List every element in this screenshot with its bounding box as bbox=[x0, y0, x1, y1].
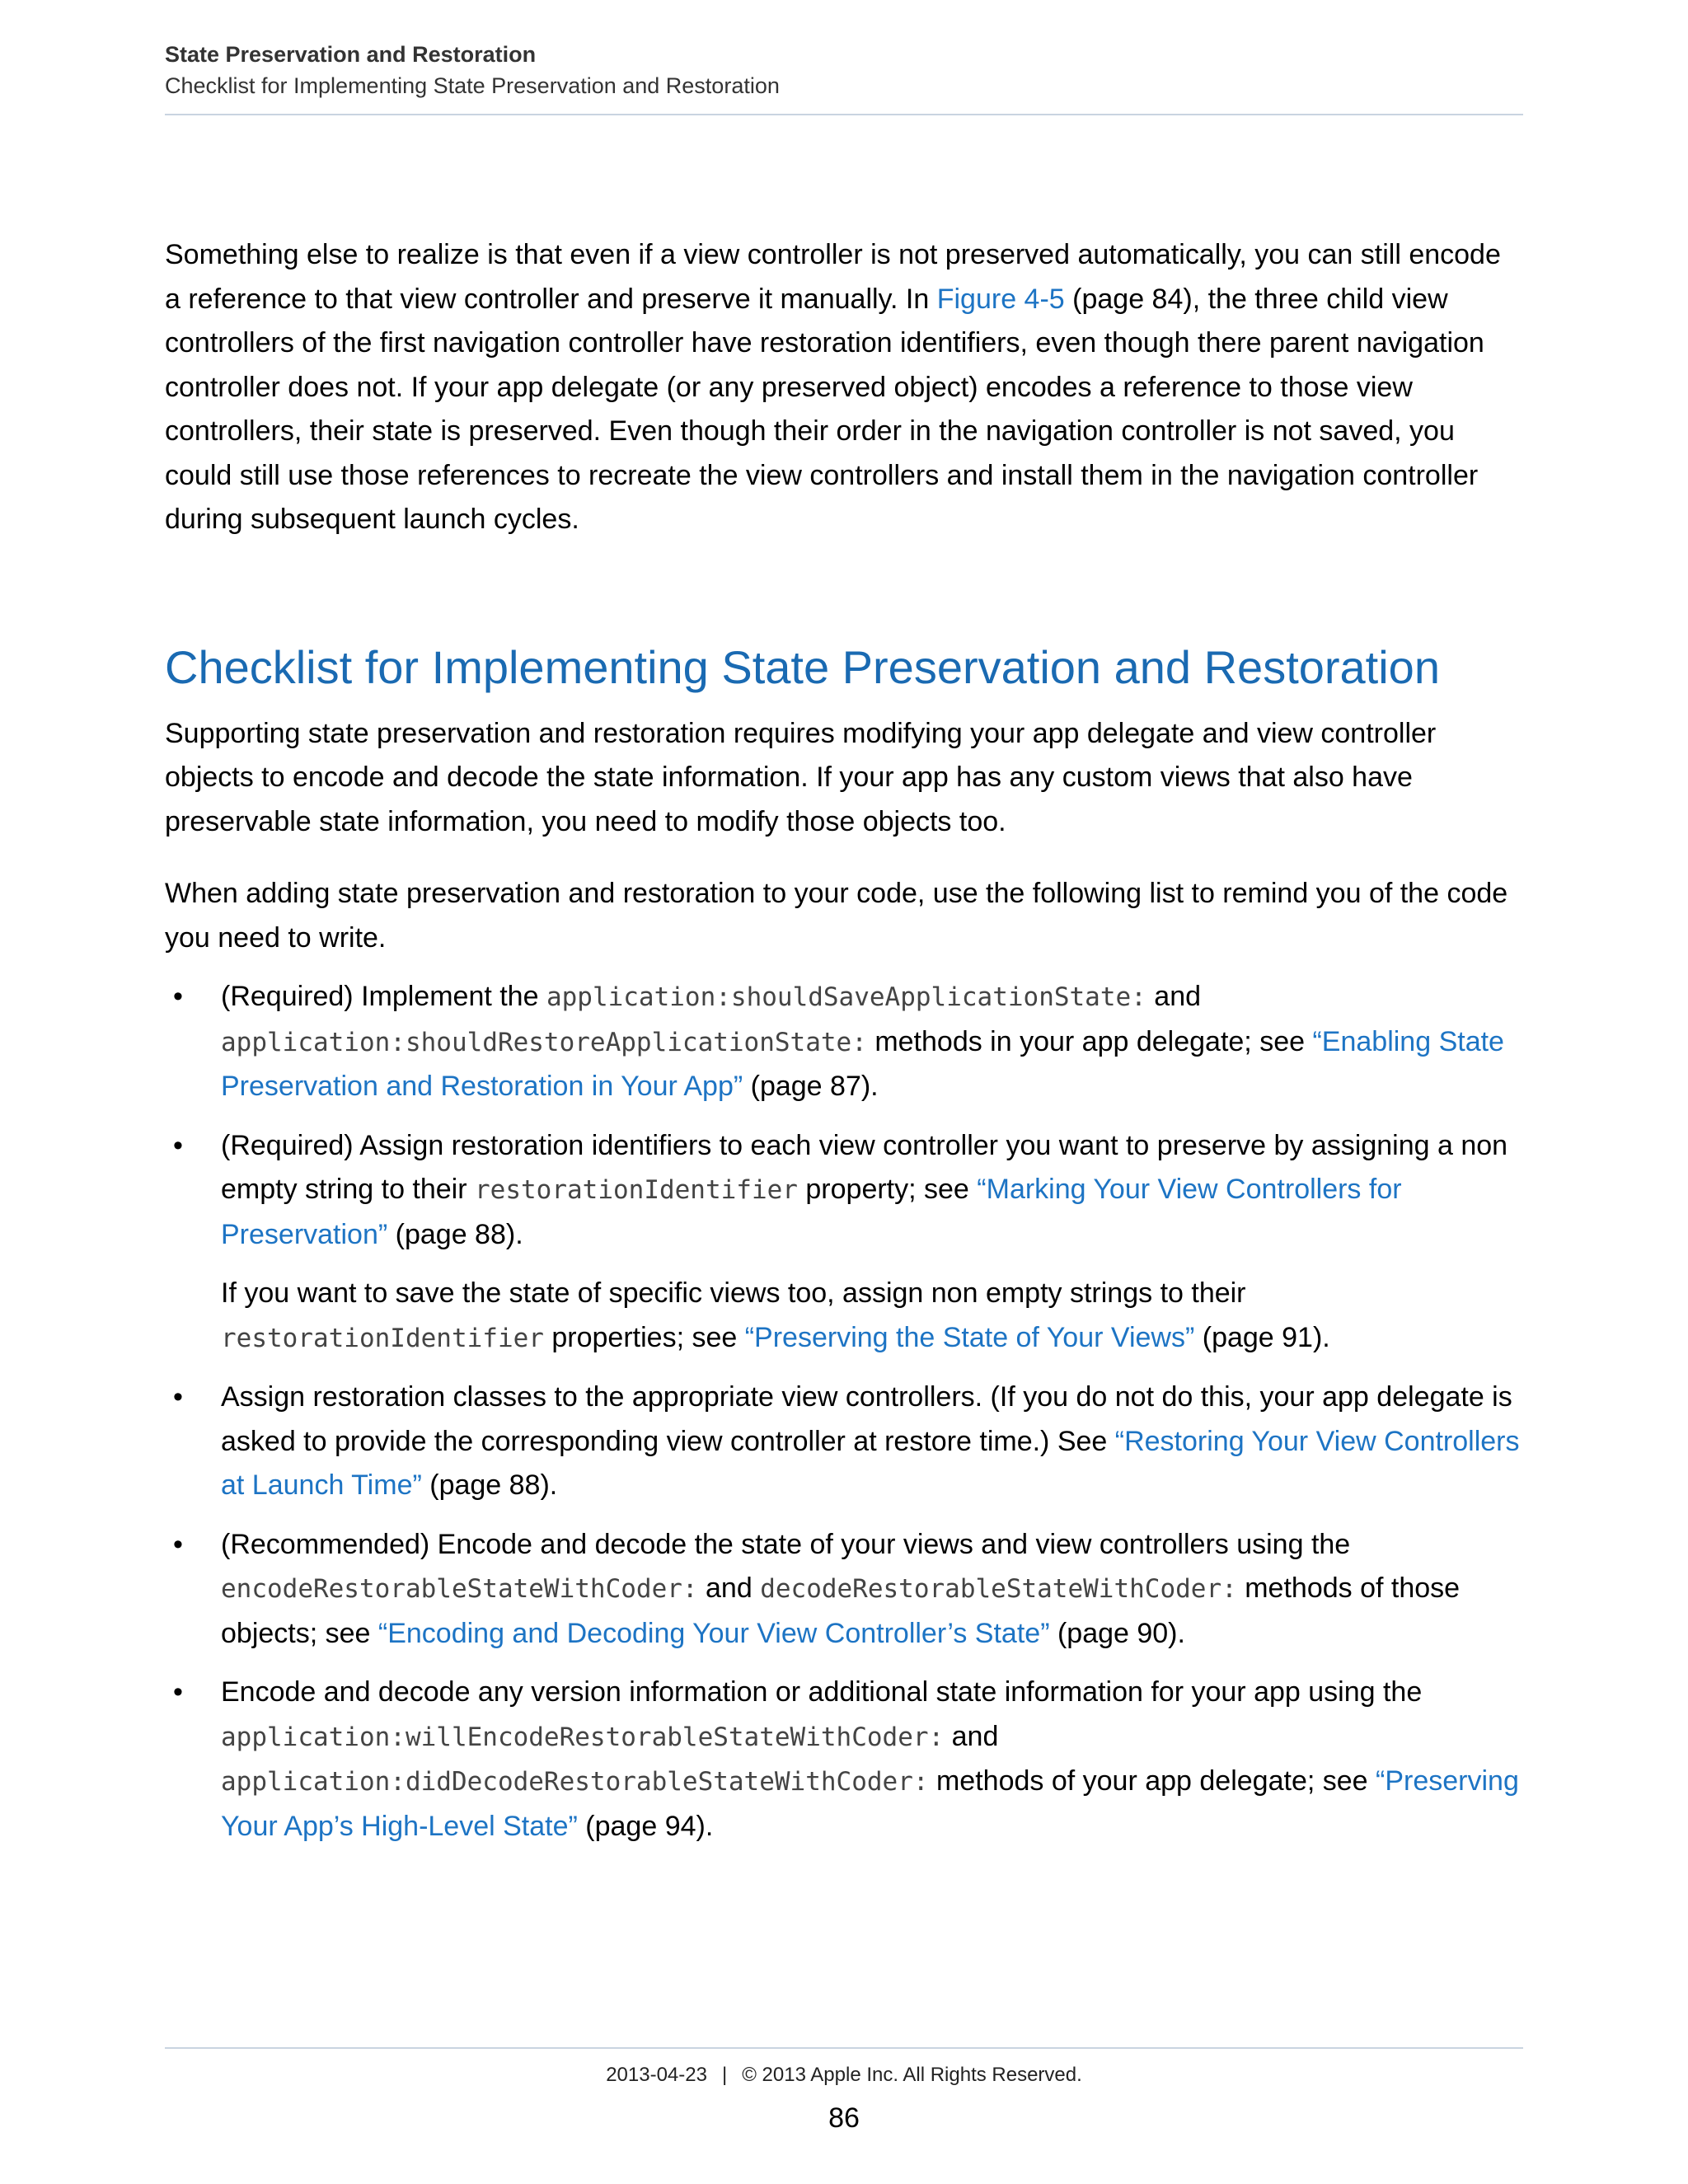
header-divider bbox=[165, 114, 1523, 115]
section-heading: Checklist for Implementing State Preservation and Restoration bbox=[165, 640, 1440, 693]
code-symbol: encodeRestorableStateWithCoder: bbox=[221, 1574, 698, 1604]
item-text: Assign restoration classes to the appropriate view controllers. (If you do not do this, your app delegate is asked to provide the corresponding view controller at restore time.) See bbox=[221, 1381, 1512, 1457]
page-footer bbox=[165, 2060, 1523, 2090]
list-item-text bbox=[221, 1671, 1523, 1849]
item-text: If you want to save the state of specific views too, assign non empty strings to their bbox=[221, 1277, 1246, 1309]
list-item-subparagraph bbox=[221, 1272, 1523, 1361]
intro-text-2: (page 84), the three child view controllers of the first navigation controller have restoration identifiers, even though there parent navigation controller does not. If your app delegate (or any preserved object) encodes a reference to those view controllers, their state is preserved. Even though their order in the navigation controller is not saved, you could still use those references to recreate the view controllers and install them in the navigation controller during subsequent launch cycles. bbox=[165, 283, 1484, 535]
bullet-marker: • bbox=[173, 1676, 183, 1708]
item-text: (page 88). bbox=[387, 1218, 523, 1250]
list-item bbox=[165, 1376, 1523, 1508]
item-text: (Required) Implement the bbox=[221, 981, 546, 1012]
code-symbol: application:shouldRestoreApplicationState: bbox=[221, 1027, 867, 1057]
bullet-marker: • bbox=[173, 1129, 183, 1161]
list-item-text bbox=[221, 1523, 1523, 1657]
item-text: (Recommended) Encode and decode the state of your views and view controllers using the bbox=[221, 1528, 1351, 1560]
checklist bbox=[165, 975, 1523, 1849]
item-text: (page 91). bbox=[1194, 1321, 1330, 1353]
header-chapter-title: State Preservation and Restoration bbox=[165, 42, 537, 67]
item-text: (Required) Assign restoration identifiers to each view controller you want to preserve by assigning a non empty string to their bbox=[221, 1129, 1508, 1205]
code-symbol: restorationIdentifier bbox=[221, 1323, 544, 1353]
item-text: methods of your app delegate; see bbox=[928, 1765, 1376, 1797]
item-text: (page 94). bbox=[577, 1810, 714, 1842]
footer-date: 2013-04-23 bbox=[606, 2064, 707, 2086]
marking-view-controllers-link[interactable]: “Marking Your View Controllers for Preservation” bbox=[221, 1174, 1402, 1250]
item-text: properties; see bbox=[543, 1321, 745, 1353]
encoding-decoding-state-link[interactable]: “Encoding and Decoding Your View Controller’s State” bbox=[377, 1617, 1050, 1649]
figure-4-5-link[interactable]: Figure 4-5 bbox=[936, 283, 1065, 315]
preserving-high-level-state-link[interactable]: “Preserving Your App’s High-Level State” bbox=[221, 1765, 1519, 1842]
code-symbol: restorationIdentifier bbox=[475, 1175, 798, 1205]
intro-text-1: Something else to realize is that even if a view controller is not preserved automatically, you can still encode a reference to that view controller and preserve it manually. In bbox=[165, 239, 1501, 315]
footer-separator: | bbox=[721, 2064, 728, 2086]
page-number: 86 bbox=[828, 2102, 860, 2134]
enabling-state-preservation-link[interactable]: “Enabling State Preservation and Restoration in Your App” bbox=[221, 1025, 1504, 1102]
item-text: (page 87). bbox=[743, 1071, 879, 1102]
item-text: methods of those objects; see bbox=[221, 1572, 1461, 1649]
body-paragraph-2: When adding state preservation and restoration to your code, use the following list to remind you of the code you need to write. bbox=[165, 878, 1508, 954]
body-paragraph-1: Supporting state preservation and restoration requires modifying your app delegate and view controller objects to encode and decode the state information. If your app has any custom views that also have preservable state information, you need to modify those objects too. bbox=[165, 717, 1437, 837]
list-item bbox=[165, 1671, 1523, 1849]
item-text: Encode and decode any version information or additional state information for your app using the bbox=[221, 1676, 1423, 1708]
list-item-text bbox=[221, 975, 1523, 1109]
restoring-view-controllers-link[interactable]: “Restoring Your View Controllers at Launch Time” bbox=[221, 1425, 1520, 1501]
list-item bbox=[165, 975, 1523, 1109]
header-section-title: Checklist for Implementing State Preservation and Restoration bbox=[165, 73, 780, 98]
page-content bbox=[165, 233, 1523, 1863]
item-text: and bbox=[944, 1720, 999, 1752]
list-item bbox=[165, 1523, 1523, 1657]
item-text: property; see bbox=[797, 1174, 978, 1205]
footer-divider bbox=[165, 2047, 1523, 2049]
running-header bbox=[165, 40, 1523, 102]
item-text: and bbox=[1146, 981, 1202, 1012]
code-symbol: application:willEncodeRestorableStateWithCoder: bbox=[221, 1722, 945, 1752]
preserving-state-of-views-link[interactable]: “Preserving the State of Your Views” bbox=[744, 1321, 1195, 1353]
bullet-marker: • bbox=[173, 1528, 183, 1560]
list-item bbox=[165, 1124, 1523, 1361]
item-text: methods in your app delegate; see bbox=[866, 1025, 1313, 1057]
intro-paragraph bbox=[165, 233, 1523, 542]
code-symbol: application:didDecodeRestorableStateWithCoder: bbox=[221, 1767, 929, 1797]
item-text: (page 90). bbox=[1049, 1617, 1185, 1649]
list-item-text bbox=[221, 1124, 1523, 1258]
list-item-text bbox=[221, 1376, 1523, 1508]
code-symbol: application:shouldSaveApplicationState: bbox=[546, 982, 1146, 1012]
code-symbol: decodeRestorableStateWithCoder: bbox=[760, 1574, 1237, 1604]
item-text: and bbox=[697, 1572, 761, 1604]
bullet-marker: • bbox=[173, 981, 183, 1012]
footer-copyright: © 2013 Apple Inc. All Rights Reserved. bbox=[742, 2064, 1082, 2086]
bullet-marker: • bbox=[173, 1381, 183, 1413]
item-text: (page 88). bbox=[421, 1469, 558, 1501]
